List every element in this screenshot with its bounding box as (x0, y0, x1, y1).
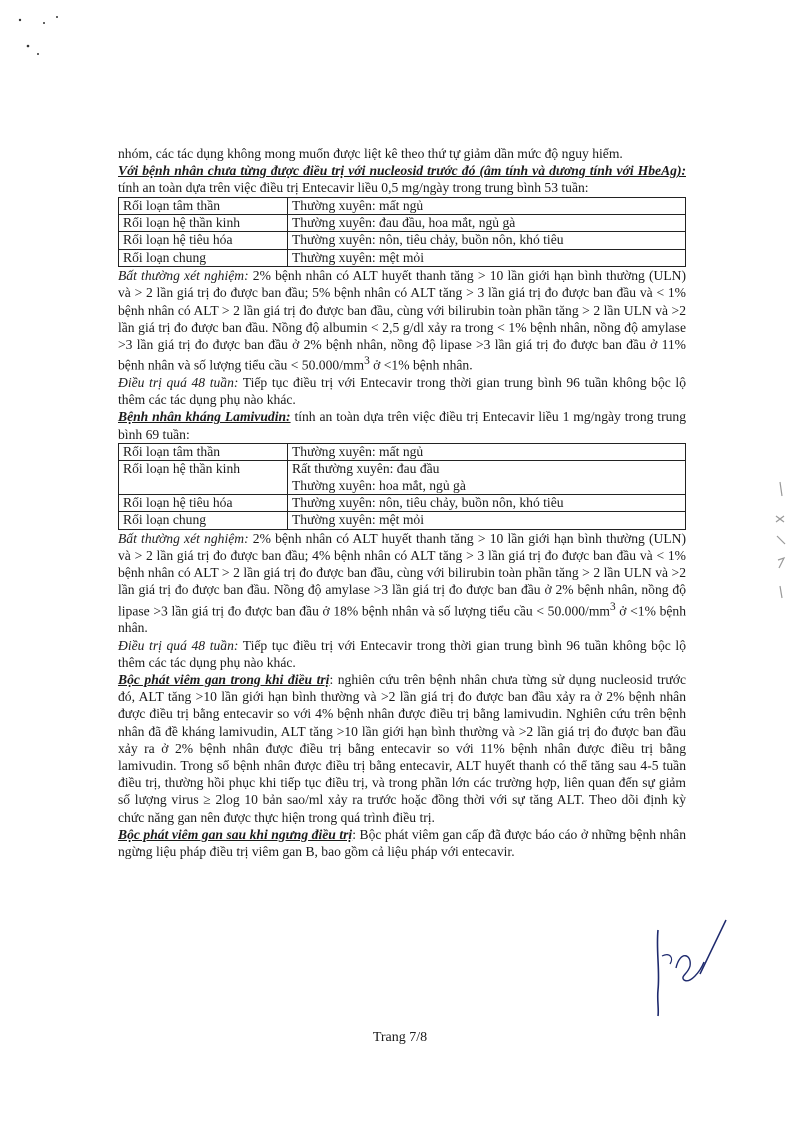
flare-after-treatment-paragraph (118, 826, 686, 860)
lab-abnormalities-paragraph-1 (118, 267, 686, 374)
table-cell-line: Thường xuyên: hoa mắt, ngủ gà (292, 477, 466, 493)
lamivudine-resistant-text: tính an toàn dựa trên việc điều trị Entecavir liều 1 mg/ngày trong trung bình 69 tuần: (118, 409, 686, 442)
table-cell: Rối loạn hệ thần kinh (119, 215, 288, 232)
lab-abnormalities-text-end: ở <1% bệnh nhân. (369, 357, 473, 373)
superscript: 3 (609, 600, 616, 613)
lab-abnormalities-text: 2% bệnh nhân có ALT huyết thanh tăng > 10 lần giới hạn bình thường (ULN) và > 2 lần giá trị đo được ban đầu; 4% bệnh nhân có ALT tăng > 3 lần giá trị đo được ban đầu và < 1% bệnh nhân có ALT > 2 lần giá trị đo được ban đầu, cùng với bilirubin toàn phần tăng > 2 lần ULN và >2 lần giá trị đo được ban đầu. Nồng độ amylase >3 lần giá trị đo được ban đầu ở 2% bệnh nhân, nồng độ lipase >3 lần giá trị đo được ban đầu ở 18% bệnh nhân và số lượng tiểu cầu < 50.000/mm (118, 530, 686, 619)
table-row (119, 232, 686, 249)
intro-text: nhóm, các tác dụng không mong muốn được liệt kê theo thứ tự giảm dần mức độ nguy hiểm. (118, 146, 623, 161)
lamivudine-resistant-paragraph (118, 408, 686, 442)
flare-during-treatment-paragraph (118, 671, 686, 826)
table-row (119, 215, 686, 232)
naive-patients-heading: Với bệnh nhân chưa từng được điều trị với nucleosid trước đó (âm tính và dương tính với HbeAg): (118, 163, 686, 179)
naive-patients-paragraph (118, 162, 686, 196)
table-row (119, 443, 686, 460)
table-cell: Rối loạn hệ tiêu hóa (119, 232, 288, 249)
table-cell: Thường xuyên: nôn, tiêu chảy, buồn nôn, khó tiêu (288, 495, 686, 512)
table-cell: Thường xuyên: nôn, tiêu chảy, buồn nôn, khó tiêu (288, 232, 686, 249)
table-cell-line: Rất thường xuyên: đau đầu (292, 461, 440, 477)
flare-during-treatment-heading: Bộc phát viêm gan trong khi điều trị (118, 671, 330, 687)
table-cell: Thường xuyên: mệt mỏi (288, 512, 686, 529)
table-cell: Rối loạn chung (119, 512, 288, 529)
naive-patients-text: tính an toàn dựa trên việc điều trị Entecavir liều 0,5 mg/ngày trong trung bình 53 tuần: (118, 180, 589, 196)
table-row (119, 461, 686, 495)
flare-after-treatment-text: : Bộc phát viêm gan cấp đã được báo cáo ở những bệnh nhân ngừng liệu pháp điều trị viêm gan B, bao gồm cả liệu pháp với entecavir. (118, 826, 686, 860)
superscript: 3 (364, 355, 370, 368)
table-cell: Rối loạn tâm thần (119, 197, 288, 214)
table-cell: Rối loạn hệ tiêu hóa (119, 495, 288, 512)
intro-paragraph (118, 145, 686, 162)
extended-treatment-text: Tiếp tục điều trị với Entecavir trong thời gian trung bình 96 tuần không bộc lộ thêm các tác dụng phụ nào khác. (118, 637, 686, 670)
lab-abnormalities-paragraph-2 (118, 530, 686, 637)
table-cell: Rối loạn hệ thần kinh (119, 461, 288, 495)
page-number: Trang 7/8 (372, 1030, 428, 1045)
lab-abnormalities-text: 2% bệnh nhân có ALT huyết thanh tăng > 10 lần giới hạn bình thường (ULN) và > 2 lần giá trị đo được ban đầu; 5% bệnh nhân có ALT tăng > 3 lần giá trị đo được ban đầu và < 1% bệnh nhân có ALT > 2 lần giá trị đo được ban đầu, cùng với bilirubin toàn phần tăng > 2 lần ULN và >2 lần giá trị đo được ban đầu. Nồng độ albumin < 2,5 g/dl xảy ra trong < 1% bệnh nhân, nồng độ amylase >3 lần giá trị đo được ban đầu ở 2% bệnh nhân, nồng độ lipase >3 lần giá trị đo được ban đầu ở 11% bệnh nhân và số lượng tiểu cầu < 50.000/mm (118, 268, 686, 373)
table-cell: Rối loạn tâm thần (119, 443, 288, 460)
extended-treatment-heading: Điều trị quá 48 tuần: (118, 374, 239, 390)
adverse-effects-table-naive (118, 197, 686, 268)
table-row (119, 495, 686, 512)
margin-stamp-marks (770, 478, 792, 618)
scan-specks (14, 12, 64, 72)
extended-treatment-text: Tiếp tục điều trị với Entecavir trong thời gian trung bình 96 tuần không bộc lộ thêm các tác dụng phụ nào khác. (118, 374, 686, 408)
lamivudine-resistant-heading: Bệnh nhân kháng Lamivudin: (118, 409, 291, 425)
adverse-effects-table-lamivudine (118, 443, 686, 530)
extended-treatment-heading: Điều trị quá 48 tuần: (118, 637, 239, 653)
table-cell: Thường xuyên: đau đầu, hoa mắt, ngủ gà (288, 215, 686, 232)
table-row (119, 512, 686, 529)
page-content (118, 145, 686, 860)
table-cell: Thường xuyên: mất ngủ (288, 443, 686, 460)
lab-abnormalities-text-end: ở <1% bệnh nhân. (118, 603, 686, 636)
table-row (119, 249, 686, 266)
extended-treatment-paragraph-2 (118, 637, 686, 671)
lab-abnormalities-heading: Bất thường xét nghiệm: (118, 530, 249, 546)
table-cell: Thường xuyên: mệt mỏi (288, 249, 686, 266)
flare-during-treatment-text: : nghiên cứu trên bệnh nhân chưa từng sử dụng nucleosid trước đó, ALT tăng >10 lần giới hạn bình thường và >2 lần giá trị đo được ban đầu xảy ra ở 2% bệnh nhân được điều trị bằng entecavir so với 4% bệnh nhân được điều trị bằng lamivudin. Nghiên cứu trên bệnh nhân đã đề kháng lamivudin, ALT tăng >10 lần giới hạn bình thường và >2 lần giá trị đo được ban đầu xảy ra ở 2% bệnh nhân được điều trị bằng entecavir so với 11% bệnh nhân được điều trị bằng lamivudin. Trong số bệnh nhân được điều trị bằng entecavir, ALT huyết thanh có thể tăng sau 4-5 tuần điều trị, thường hồi phục khi tiếp tục điều trị, và trong phần lớn các trường hợp, liên quan đến sự giảm số lượng virus ≥ 2log 10 bản sao/ml xảy ra trước hoặc đồng thời với sự tăng ALT. Theo dõi định kỳ chức năng gan nên được thực hiện trong quá trình điều trị. (118, 671, 686, 825)
table-row (119, 197, 686, 214)
table-cell: Rối loạn chung (119, 249, 288, 266)
table-cell: Thường xuyên: mất ngủ (288, 197, 686, 214)
handwritten-signature (640, 910, 730, 1020)
lab-abnormalities-heading: Bất thường xét nghiệm: (118, 268, 249, 284)
flare-after-treatment-heading: Bộc phát viêm gan sau khi ngưng điều trị (118, 826, 353, 842)
table-cell (288, 461, 686, 495)
extended-treatment-paragraph-1 (118, 374, 686, 408)
